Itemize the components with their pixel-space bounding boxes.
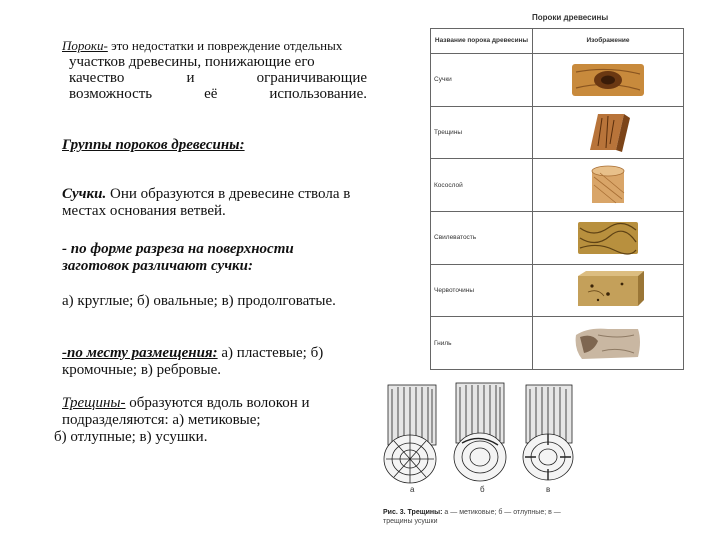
log-cross-sections-image (380, 375, 580, 493)
table-row (431, 264, 684, 317)
row-name: Червоточины (431, 264, 533, 317)
row-image (533, 317, 684, 370)
knots-term: Сучки. (62, 186, 107, 202)
row-name: Косослой (431, 159, 533, 212)
row-image (533, 159, 684, 212)
groups-heading: Группы пороков древесины: (62, 137, 245, 153)
definition-line-2: участков древесины, понижающие его (69, 54, 315, 70)
defects-table (430, 28, 684, 370)
definition-paragraph (62, 38, 367, 102)
form-paragraph: - по форме разреза на поверхности заготовок различают сучки: (62, 241, 294, 274)
row-image (533, 264, 684, 317)
definition-line-4: возможность её использование. (69, 86, 367, 102)
shapes-paragraph: а) круглые; б) овальные; в) продолговатые. (62, 293, 336, 309)
table-row (431, 159, 684, 212)
figure-caption: Рис. 3. Трещины: а — метиковые; б — отлупные; в — трещины усушки (383, 509, 561, 525)
cross-grain-wood-image (568, 163, 648, 207)
definition-line-1: Пороки- это недостатки и повреждение отдельных (62, 38, 343, 53)
cracks-wood-image (568, 110, 648, 154)
figure-label-a: а (410, 485, 415, 494)
row-image (533, 54, 684, 107)
row-name: Свилеватость (431, 211, 533, 264)
row-name: Гниль (431, 317, 533, 370)
row-image (533, 211, 684, 264)
table-row (431, 106, 684, 159)
placement-term: -по месту размещения: (62, 345, 218, 361)
cracks-figure (380, 375, 580, 493)
table-title: Пороки древесины (532, 13, 609, 22)
header-name: Название порока древесины (431, 29, 533, 54)
table-header-row (431, 29, 684, 54)
definition-term: Пороки- (62, 38, 108, 53)
table-row (431, 54, 684, 107)
row-image (533, 106, 684, 159)
header-image: Изображение (533, 29, 684, 54)
wormhole-wood-image (568, 268, 648, 312)
figure-label-b: б (480, 485, 485, 494)
table-row (431, 211, 684, 264)
figure-label-c: в (546, 485, 551, 494)
definition-line-3: качество и ограничивающие (69, 70, 367, 86)
rot-wood-image (568, 321, 648, 365)
row-name: Трещины (431, 106, 533, 159)
table-row (431, 317, 684, 370)
cracks-term: Трещины- (62, 395, 126, 411)
knot-wood-image (568, 58, 648, 102)
placement-paragraph: -по месту размещения: а) пластевые; б) кромочные; в) ребровые. (62, 345, 324, 378)
knots-paragraph: Сучки. Они образуются в древесине ствола в местах основания ветвей. (62, 186, 351, 219)
twisted-grain-wood-image (568, 216, 648, 260)
cracks-paragraph: Трещины- образуются вдоль волокон и подразделяются: а) метиковые; б) отлупные; в) усушки. (54, 395, 310, 445)
row-name: Сучки (431, 54, 533, 107)
